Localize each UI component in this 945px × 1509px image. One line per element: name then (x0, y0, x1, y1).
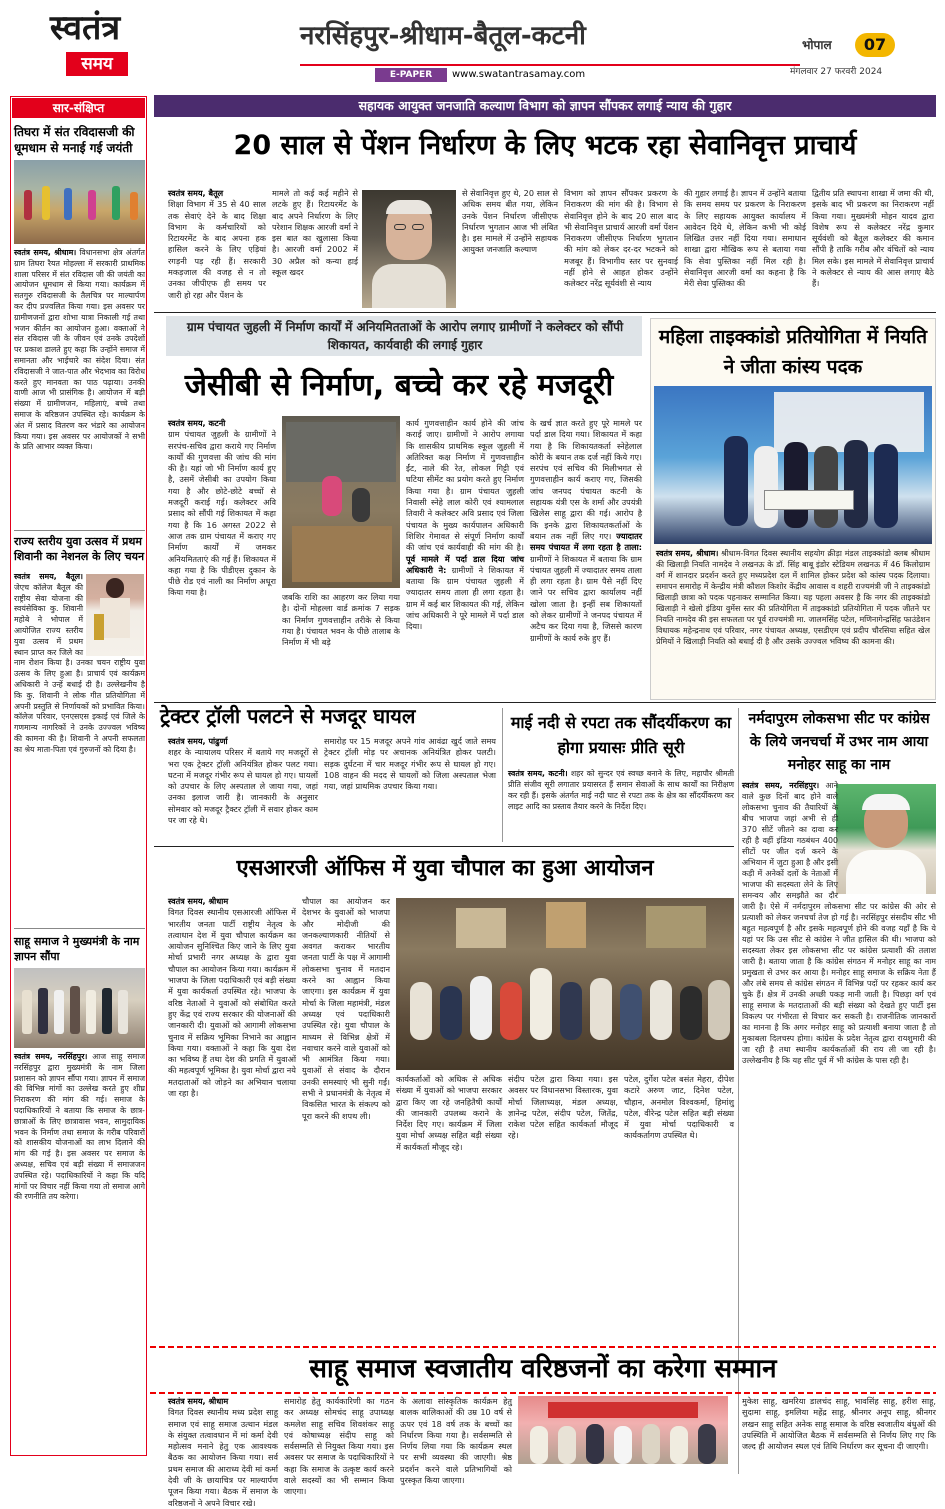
lead-col-3: से सेवानिवृत्त हुए थे, 20 साल से अधिक समय बीत गया, लेकिन उनके पेंशन निर्धारण जीसीएफ निर्धारण भुगतान आज भी लंबित है। इस मामले में उन्होंने सहायक आयुक्त जनजाति कल्याण (462, 188, 558, 255)
sidebar-story2-body: स्वतंत्र समय, बैतूल। जेएच कॉलेज बैतूल की राष्ट्रीय सेवा योजना की स्वयंसेविका कु. शिवानी महोबे ने भोपाल में आयोजित राज्य स्तरीय युवा उत्सव में प्रथम स्थान प्राप्त कर जिले का नाम रोशन किया है। उनका चयन राष्ट्रीय युवा उत्सव के लिए हुआ है। प्राचार्य एवं कार्यक्रम अधिकारी ने उन्हें बधाई दी है। उल्लेखनीय है कि कु. शिवानी ने लोक गीत प्रतियोगिता में अपनी प्रस्तुति से निर्णायकों को प्रभावित किया। कॉलेज परिवार, एनएसएस इकाई एवं जिले के गणमान्य नागरिकों ने उनके उज्ज्वल भविष्य की कामना की है। शिवानी ने अपनी सफलता का श्रेय माता-पिता एवं गुरुजनों को दिया है। (14, 572, 145, 754)
lead-dateline: स्वतंत्र समय, बैतूल (168, 188, 224, 198)
sarg-col-4: संदीप पटेल द्वारा किया गया। इस अवसर पर विधानसभा विस्तारक, युवा मोर्चा जिलाध्यक्ष, मंडल अध्यक्ष, ज्ञानेन्द्र पटेल, संदीप पटेल, जितेंद्र, राकेश पटेल सहित कार्यकर्ता मौजूद रहे। (508, 1074, 618, 1141)
section-divider (154, 312, 936, 313)
sarg-photo (396, 898, 734, 1070)
sidebar-story1-headline[interactable]: तिघरा में संत रविदासजी की धूमधाम से मनाई गई जयंती (14, 125, 135, 155)
column-separator (502, 708, 503, 842)
jcb-col-4: के खर्च ज्ञात करते हुए पूरे मामले पर पर्दा डाल दिया गया। शिकायत में कहा गया है कि शिकायतकर्ता स्नेहेलाल कोरी के बयान तक दर्ज नहीं किये गए। सरपंच एवं सचिव की मिलीभगत से गुणवत्ताहीन कार्य कराए गए, जिसकी जांच जनपद पंचायत कटनी के सहायक यंत्री एस के शर्मा और उपयंत्री खिलेस साहू द्वारा की गई। आरोप है कि इनके द्वारा शिकायतकर्ताओं के बयान तक नहीं लिए गए। ज्यादातर समय पंचायत में लगा रहता है ताला: ग्रामीणों ने शिकायत में बताया कि ग्राम पंचायत जुहली में ज्यादातर समय ताला ही लगा रहता है। ग्राम पैसे नहीं दिए जाने पर सचिव द्वारा कार्यालय नहीं खोला जाता है। इन्हीं सब शिकायतों को लेकर ग्रामीणों ने जनपद पंचायत में अटैच कर दिया गया है, जिससे कारण ग्रामीणों के कार्य रुके हुए हैं। (530, 418, 643, 643)
logo[interactable] (22, 6, 148, 82)
masthead (0, 0, 945, 86)
bottom-headline[interactable]: साहू समाज स्वजातीय वरिष्ठजनों का करेगा सम्मान (309, 1354, 777, 1384)
bottom-dateline: स्वतंत्र समय, श्रीधाम (168, 1396, 229, 1406)
sahu-mp-body: स्वतंत्र समय, नरसिंहपुर। आने वाले कुछ दिनों बाद होने वाले लोकसभा चुनाव की तैयारियों के बीच भाजपा जहां अभी से ही 370 सीटें जीतने का दावा कर रही है वहीं इंडिया गठबंधन 400 सीटों पर जीत दर्ज करने के अभियान में जुटा हुआ है और इसी कड़ी में अनेकों दलों के नेताओं में भाजपा की सदस्यता लेने के लिए समन्वय और समझौते का दौर जारी है। ऐसे में नर्मदापुरम लोकसभा सीट पर कांग्रेस की ओर से प्रत्याशी को लेकर जनचर्चा तेज हो गई है। नरसिंहपुर संसदीय सीट भी बहुत महत्वपूर्ण है और इसके महत्वपूर्ण होने की वजह यहाँ है कि ये यहां पर कि उस सीट से कांग्रेस ने जीत हासिल की थी। भाजपा को सदस्यता लेकर इस लोकसभा सीट पर कांग्रेस प्रत्याशी की तलाश जारी है। बताया जाता है कि कांग्रेस संगठन में मनोहर साहू का नाम प्रमुखता से उभर कर आया है। मनोहर साहू समाज के सक्रिय नेता हैं और लंबे समय से कांग्रेस संगठन में विभिन्न पदों पर रहकर कार्य कर चुके हैं। क्षेत्र में उनकी अच्छी पकड़ मानी जाती है। पिछड़ा वर्ग एवं साहू समाज के मतदाताओं की बड़ी संख्या को देखते हुए पार्टी इस विकल्प पर गंभीरता से विचार कर सकती है। राजनीतिक जानकारों का मानना है कि अगर मनोहर साहू को प्रत्याशी बनाया जाता है तो मुकाबला दिलचस्प होगा। कांग्रेस के प्रदेश नेतृत्व द्वारा रायशुमारी की जा रही है तथा स्थानीय कार्यकर्ताओं की राय ली जा रही है। उल्लेखनीय है कि यह सीट पूर्व में भी कांग्रेस के पास रही है। (742, 781, 936, 1065)
city-label: भोपाल (802, 38, 832, 52)
lead-col-5: की गुहार लगाई है। ज्ञापन में उन्होंने बताया कि समय समय पर प्रकरण के निराकरण के लिए सहायक आयुक्त कार्यालय में आवेदन दिये थे, लेकिन कभी भी कोई लिखित उत्तर नहीं दिया गया। समाधान शाखा द्वारा मौखिक रूप से बताया गया कि सेवा पुस्तिका नहीं मिल रही है। सेवानिवृत्त आरजी वर्मा का कहना है कि मेरी सेवा पुस्तिका की (684, 188, 806, 289)
lead-col-6: द्वितीय प्रति स्थापना शाखा में जमा की थी, इसके बाद भी प्रकरण का निराकरण नहीं किया गया। मुख्यमंत्री मोहन यादव द्वारा विशेष रूप से कलेक्टर नरेंद्र कुमार सूर्यवंशी को बैतूल कलेक्टर की कमान सौंपी है ताकि गरीब और वंचितों को न्याय मिल सके। इस मामले में सेवानिवृत्त प्राचार्य ने कलेक्टर से न्याय की आस लगाए बैठे हैं। (812, 188, 934, 289)
sidebar-story3-dateline: स्वतंत्र समय, नरसिंहपुर। (14, 1052, 88, 1061)
sidebar-story2-dateline: स्वतंत्र समय, बैतूल। (14, 572, 83, 581)
medal-headline[interactable]: महिला ताइक्कांडो प्रतियोगिता में नियति ने जीता कांस्य पदक (658, 326, 928, 378)
lead-photo (362, 190, 456, 308)
sidebar-story1-body: स्वतंत्र समय, श्रीधाम। विधानसभा क्षेत्र अंतर्गत ग्राम तिघरा रैयत मोहल्ला में सरकारी प्राथमिक शाला परिसर में संत रविदास जी की जयंती का आयोजन धूमधाम से किया गया। कार्यक्रम में सतगुरु रविदासजी के तैलचित्र पर माल्यार्पण कर दीप प्रज्वलित किया गया। इस अवसर पर ग्रामीणजनों द्वारा शोभा यात्रा निकाली गई तथा भजन कीर्तन का आयोजन हुआ। वक्ताओं ने संत रविदास जी के जीवन एवं उनके उपदेशों पर प्रकाश डालते हुए कहा कि उन्होंने समाज में समानता और भाईचारे का संदेश दिया। संत रविदासजी ने जात-पात और भेदभाव का विरोध करते हुए मानवता का पाठ पढ़ाया। उनकी वाणी आज भी प्रासंगिक है। आयोजन में बड़ी संख्या में ग्रामीणजन, महिलाएं, बच्चे तथा समाज के वरिष्ठजन उपस्थित रहे। कार्यक्रम के अंत में प्रसाद वितरण कर भंडारे का आयोजन किया गया। इस अवसर पर आयोजकों ने सभी के प्रति आभार व्यक्त किया। (14, 248, 145, 452)
jcb-col-2: जबकि राशि का आहरण कर लिया गया है। दोनों मोहल्ला वार्ड क्रमांक 7 सड़क का निर्माण गुणवत्ताहीन तरीके से किया गया है। पंचायत भवन के पीछे तालाब के निर्माण में भी बड़े (282, 592, 400, 648)
sarg-col-2: चौपाल का आयोजन कर देशभर के युवाओं को भाजपा और मोदीजी की जनकल्याणकारी नीतियों से अवगत कराकर भारतीय जनता पार्टी के पक्ष में आगामी लोकसभा चुनाव में मतदान करने का आह्वान किया जाएगा। इस कार्यक्रम में युवा मोर्चा के जिला महामंत्री, मंडल अध्यक्ष एवं पदाधिकारी उपस्थित रहे। युवा चौपाल के माध्यम से विभिन्न क्षेत्रों में नवाचार करने वाले युवाओं को भी आमंत्रित किया गया। युवाओं से संवाद के दौरान उनकी समस्याएं भी सुनी गईं। सभी ने प्रधानमंत्री के नेतृत्व में विकसित भारत के संकल्प को पूरा करने की शपथ ली। (302, 896, 390, 1121)
sahu-mp-dateline: स्वतंत्र समय, नरसिंहपुर। (742, 781, 820, 790)
sarg-col-1: स्वतंत्र समय, श्रीधाम विगत दिवस स्थानीय एसआरजी ऑफिस में भारतीय जनता पार्टी राष्ट्रीय नेतृत्व के तत्वाधान देश में युवा चौपाल कार्यक्रम का आयोजन सुनिश्चित किए जाने के लिए युवा मोर्चा प्रभारी नगर अध्यक्ष के द्वारा युवा चौपाल का आयोजन किया गया। कार्यक्रम में भाजपा के जिला पदाधिकारी एवं बड़ी संख्या में युवा कार्यकर्ता उपस्थित रहे। भाजपा के वरिष्ठ नेताओं ने युवाओं को संबोधित करते हुए केंद्र एवं राज्य सरकार की योजनाओं की जानकारी दी। युवाओं को आगामी लोकसभा चुनाव में सक्रिय भूमिका निभाने का आह्वान किया गया। वक्ताओं ने कहा कि युवा देश का भविष्य हैं तथा देश की प्रगति में युवाओं की महत्वपूर्ण भूमिका है। युवा मोर्चा द्वारा नये मतदाताओं को जोड़ने का अभियान चलाया जा रहा है। (168, 896, 296, 1099)
bottom-photo (518, 1396, 728, 1464)
logo-bottom-text: समय (66, 52, 128, 76)
date-label: मंगलवार 27 फरवरी 2024 (790, 67, 883, 77)
medal-body: स्वतंत्र समय, श्रीधाम। श्रीधाम-विगत दिवस स्थानीय सहयोग क्रीड़ा मंडल ताइक्कांडो क्लब श्रीधाम की खिलाड़ी नियति नामदेव ने लखनऊ के डॉ. सिंह बाबू इंडोर स्टेडियम लखनऊ में 46 किलोग्राम वर्ग में शानदार प्रदर्शन करते हुए मध्यप्रदेश दल में शामिल होकर प्रदेश को कांस्य पदक दिलाया। समापन समारोह में केन्द्रीय मंत्री कौशल किशोर केंद्रीय आवास व शहरी राज्यमंत्री जी ने ताइक्कांडो खिलाड़ी छात्रा को पदक पहनाकर सम्मानित किया। यह पहला अवसर है कि नगर की ताइक्कांडो खिलाड़ी ने खेलो इंडिया वुमेंस स्तर की प्रतियोगिता में ताइक्कांडो प्रतियोगिता में पदक जीतने पर नियति नामदेव की इस सफलता पर पूर्व राज्यमंत्री मा. जालमसिंह पटेल, मणिनागेन्द्रसिंह फाउंडेशन विधायक महेन्द्रनाथ एवं परिवार, नगर पंचायत अध्यक्ष, एसडीएम एवं प्रदीप चौरसिया सहित खेल प्रेमियों ने खिलाड़ी नियति को बधाई दी है और उसके उज्ज्वल भविष्य की कामना की। (656, 549, 930, 646)
jcb-col-1: स्वतंत्र समय, कटनी ग्राम पंचायत जुहली के ग्रामीणों ने सरपंच-सचिव द्वारा कराये गए निर्माण कार्यों की गुणवत्ता की जांच की मांग की है। यहां जो भी निर्माण कार्य हुए है, उसमें जेसीबी का उपयोग किया गया है और छोटे-छोटे बच्चों से मजदूरी कराई गई। कलेक्टर अवि प्रसाद को सौंपी गई शिकायत में कहा गया है कि 16 अगस्त 2022 से आज तक ग्राम पंचायत में कराए गए निर्माण कार्यों में जमकर अनियमितताएं की गई हैं। शिकायत में कहा गया है कि पीडीएस दुकान के पीछे रोड एवं नाली का निर्माण अधूरा किया गया है। (168, 418, 276, 598)
sarg-dateline: स्वतंत्र समय, श्रीधाम (168, 896, 229, 906)
bottom-stripe (150, 1392, 936, 1394)
sidebar-story1-photo (14, 160, 145, 244)
jcb-col-3: कार्य गुणवत्ताहीन कार्य होने की जांच कराई जाए। ग्रामीणों ने आरोप लगाया कि शासकीय प्राथमिक स्कूल जुहली में अतिरिक्त कक्ष निर्माण में गुणवत्ताहीन ईंट, नाले की रेत, लोकल गिट्टी एवं घटिया सीमेंट का प्रयोग करते हुए निर्माण किया गया है। ग्राम पंचायत जुहली निवासी स्नेहे लाल कोरी एवं श्यामलाल तिवारी ने कलेक्टर अवि प्रसाद एवं जिला पंचायत के मुख्य कार्यपालन अधिकारी शिशिर गेमावत से संपूर्ण निर्माण कार्यों की जांच एवं कार्यवाही की मांग की है। पूर्व मामले में पर्दा डाल दिया जांच अधिकारी ने: ग्रामीणों ने शिकायत में बताया कि ग्राम पंचायत जुहली में ज्यादातर समय ताला ही लगा रहता है। ग्राम में कई बार शिकायत की गई, लेकिन जांच अधिकारी ने पूरे मामले में पर्दा डाल दिया। (406, 418, 524, 632)
sidebar-story3-body: स्वतंत्र समय, नरसिंहपुर। आज साहू समाज नरसिंहपुर द्वारा मुख्यमंत्री के नाम जिला प्रशासन को ज्ञापन सौंपा गया। ज्ञापन में समाज की विभिन्न मांगों का उल्लेख करते हुए शीघ्र निराकरण की मांग की गई। समाज के पदाधिकारियों ने बताया कि समाज के छात्र-छात्राओं के लिए छात्रावास भवन, सामुदायिक भवन के निर्माण तथा समाज के गरीब परिवारों को शासकीय योजनाओं का लाभ दिलाने की मांग की गई है। इस अवसर पर समाज के अध्यक्ष, सचिव एवं बड़ी संख्या में समाजजन उपस्थित रहे। पदाधिकारियों ने कहा कि यदि मांगों पर विचार नहीं किया गया तो समाज आगे की रणनीति तय करेगा। (14, 1052, 145, 1202)
tractor-col-1: स्वतंत्र समय, पांढुर्णा शहर के न्यायालय परिसर में बताये गए मजदूरों से भरा एक ट्रेक्टर ट्रॉली अनियंत्रित होकर पलट गया। घटना में मजदूर गंभीर रूप से घायल हो गए। घायलों को उपचार के लिए अस्पताल ले जाया गया, जहां उनका इलाज जारी है। जानकारी के अनुसार सोमवार को मजदूर ट्रैक्टर ट्रॉली में सवार होकर काम पर जा रहे थे। (168, 736, 318, 826)
page-number: 07 (863, 35, 887, 54)
sidebar-story3-photo (14, 968, 145, 1048)
lead-headline[interactable]: 20 साल से पेंशन निर्धारण के लिए भटक रहा सेवानिवृत्त प्राचार्य (233, 130, 857, 161)
sarg-col-5: पटेल, दुर्गेश पटेल बसंत मेहरा, दीपेश कटारे अरुण जाट, दिनेश पटेल, चौहान, अनमोल विश्वकर्मा, हिमांशु पटेल, वीरेन्द्र पटेल सहित बड़ी संख्या में युवा मोर्चा पदाधिकारी व कार्यकर्तागण उपस्थित थे। (624, 1074, 734, 1141)
sidebar-divider (14, 928, 145, 929)
jcb-kicker: ग्राम पंचायत जुहली में निर्माण कार्यों में अनियमितताओं के आरोप लगाए ग्रामीणों ने कलेक्टर को सौंपी शिकायत, कार्यवाही की लगाई गुहार (186, 320, 624, 352)
rapta-dateline: स्वतंत्र समय, कटनी। (508, 769, 568, 778)
section-divider (154, 846, 734, 847)
lead-kicker: सहायक आयुक्त जनजाति कल्याण विभाग को ज्ञापन सौंपकर लगाई न्याय की गुहार (358, 98, 732, 113)
sidebar-story1-dateline: स्वतंत्र समय, श्रीधाम। (14, 248, 77, 257)
rapta-body: स्वतंत्र समय, कटनी। शहर को सुन्दर एवं स्वच्छ बनाने के लिए, महापौर श्रीमती प्रीति संजीव सूरी लगातार प्रयासरत हैं समान सेवाओं के साथ कार्यों का निरीक्षण कर रही हैं। इसके अंतर्गत माई नदी घाट से रपटा तक के क्षेत्र का सौंदर्यीकरण कर लाइट आदि का प्रस्ताव तैयार करने के निर्देश दिए। (508, 769, 734, 811)
sidebar-story3-headline[interactable]: साहू समाज ने मुख्यमंत्री के नाम ज्ञापन सौंपा (14, 935, 140, 963)
medal-dateline: स्वतंत्र समय, श्रीधाम। (656, 549, 719, 558)
bottom-col-1: स्वतंत्र समय, श्रीधाम विगत दिवस स्थानीय मध्य प्रदेश साहू समाज एवं साहू समाज उत्थान मंडल के संयुक्त तत्वावधान में मां कर्मा देवी महोत्सव मनाने हेतु एक आवश्यक बैठक का आयोजन किया गया। सर्व प्रथम समाज की आराध्य देवी मां कर्मा देवी जी के छायाचित्र पर माल्यार्पण पूजन किया गया। बैठक में समाज के वरिष्ठजनों ने अपने विचार रखे। (168, 1396, 278, 1508)
tractor-headline[interactable]: ट्रेक्टर ट्रॉली पलटने से मजदूर घायल (160, 704, 416, 728)
jcb-photo (282, 416, 400, 588)
rapta-headline[interactable]: माई नदी से रपटा तक सौंदर्यीकरण का होगा प्रयासः प्रीति सूरी (510, 713, 732, 757)
sidebar-section-label: सार-संक्षिप्त (12, 98, 145, 118)
logo-top-text: स्वतंत्र (49, 8, 121, 48)
lead-col-1: स्वतंत्र समय, बैतूल शिक्षा विभाग में 35 से 40 साल तक सेवाएं देने के बाद शिक्षा विभाग के कर्मचारियों को रिटायरमेंट के बाद अपना हक हासिल करने के लिए एड़ियां रगड़नी पड़ रही हैं। सरकारी मकड़जाल की वजह से न तो उनका जीपीएफ ही समय पर जारी हो रहा और पेंशन के (168, 188, 266, 300)
lead-col-4: विभाग को ज्ञापन सौंपकर प्रकरण के निराकरण की मांग की है। विभाग से सेवानिवृत्त होने के बाद 20 साल बाद भी सेवानिवृत्त प्राचार्य आरजी वर्मा पेंशन निराकरण जीसीएफ निर्धारण भुगतान की मांग को लेकर दर-दर भटकने को मजबूर हैं। विभागीय स्तर पर सुनवाई नहीं होने से आहत होकर उन्होंने कलेक्टर नरेंद्र सूर्यवंशी से न्याय (564, 188, 678, 289)
masthead-rule (300, 64, 800, 66)
jcb-dateline: स्वतंत्र समय, कटनी (168, 418, 226, 428)
tractor-col-2: समारोह पर 15 मजदूर अपने गांव आवंढा खुर्द जाते समय ट्रेक्टर ट्रॉली मोड़ पर अचानक अनियंत्रित होकर पलटी। सड़क दुर्घटना में चार मजदूर गंभीर रूप से घायल हो गए। 108 वाहन की मदद से घायलों को जिला अस्पताल भेजा गया, जहां प्राथमिक उपचार किया गया। (324, 736, 496, 792)
bottom-col-6: मुकेश साहू, खमरिया डालचंद साहू, भावसिंह साहू, हरीश साहू, सुदामा साहू, इमलिया महेंद्र साहू, श्रीनगर अनूप साहू, श्रीनगर लखन साहू सहित अनेक साहू समाज के वरिष्ठ स्वजातीय बंधुओं की उपस्थिति में आयोजित बैठक में सर्वसम्मति से निर्णय लिए गए कि जल्द ही आयोजन स्थल एवं तिथि निर्धारण कर सूचना दी जाएगी। (742, 1396, 936, 1452)
tractor-dateline: स्वतंत्र समय, पांढुर्णा (168, 736, 228, 746)
medal-photo (654, 386, 932, 544)
epaper-badge: E-PAPER (375, 68, 447, 82)
edition-title: नरसिंहपुर-श्रीधाम-बैतूल-कटनी (300, 21, 586, 51)
website-link[interactable]: www.swatantrasamay.com (452, 69, 586, 80)
sidebar-divider (14, 530, 145, 531)
sahu-mp-headline[interactable]: नर्मदापुरम लोकसभा सीट पर कांग्रेस के लिये जनचर्चा में उभर नाम आया मनोहर साहू का नाम (748, 711, 930, 773)
bottom-col-3: के अलावा सांस्कृतिक कार्यक्रम हेतु बालक बालिकाओं की उम्र 10 वर्ष से ऊपर एवं 18 वर्ष तक के बच्चों का निर्धारण किया गया है। सर्वसम्मति से निर्णय लिया गया कि कार्यक्रम स्थल पर सभी व्यवस्था की जाएगी। श्रेष्ठ प्रदर्शन करने वाले प्रतिभागियों को पुरस्कृत किया जाएगा। (400, 1396, 512, 1486)
sidebar-story2-headline[interactable]: राज्य स्तरीय युवा उत्सव में प्रथम शिवानी का नेशनल के लिए चयन (14, 535, 145, 563)
jcb-headline[interactable]: जेसीबी से निर्माण, बच्चे कर रहे मजदूरी (184, 368, 614, 403)
sarg-headline[interactable]: एसआरजी ऑफिस में युवा चौपाल का हुआ आयोजन (236, 856, 654, 881)
lead-col-2: मामले तो कई कई महीने से लटके हुए हैं। रिटायरमेंट के बाद अपने निर्धारण के लिए परेशान शिक्षक आरजी वर्मा ने इस बात का खुलासा किया है। आरजी वर्मा 2002 में 30 अप्रैल को कन्या हाई स्कूल खदर (272, 188, 358, 278)
bottom-col-2: समारोह हेतु कार्यकारिणी का गठन कर अध्यक्ष सोमचंद साहू उपाध्यक्ष कमलेश साहू सचिव शिवशंकर साहू एवं कोषाध्यक्ष संदीप साहू को सर्वसम्मति से नियुक्त किया गया। इस अवसर पर समाज के पदाधिकारियों ने कहा कि समाज के उत्कृष्ट कार्य करने वाले सदस्यों का भी सम्मान किया जाएगा। (284, 1396, 394, 1497)
sarg-col-3: कार्यकर्ताओं को अधिक से अधिक संख्या में युवाओं को भाजपा सरकार द्वारा किए जा रहे जनहितैषी कार्यों की जानकारी उपलब्ध कराने के निर्देश दिए गए। कार्यक्रम में जिला युवा मोर्चा अध्यक्ष सहित बड़ी संख्या में कार्यकर्ता मौजूद रहे। (396, 1074, 502, 1152)
